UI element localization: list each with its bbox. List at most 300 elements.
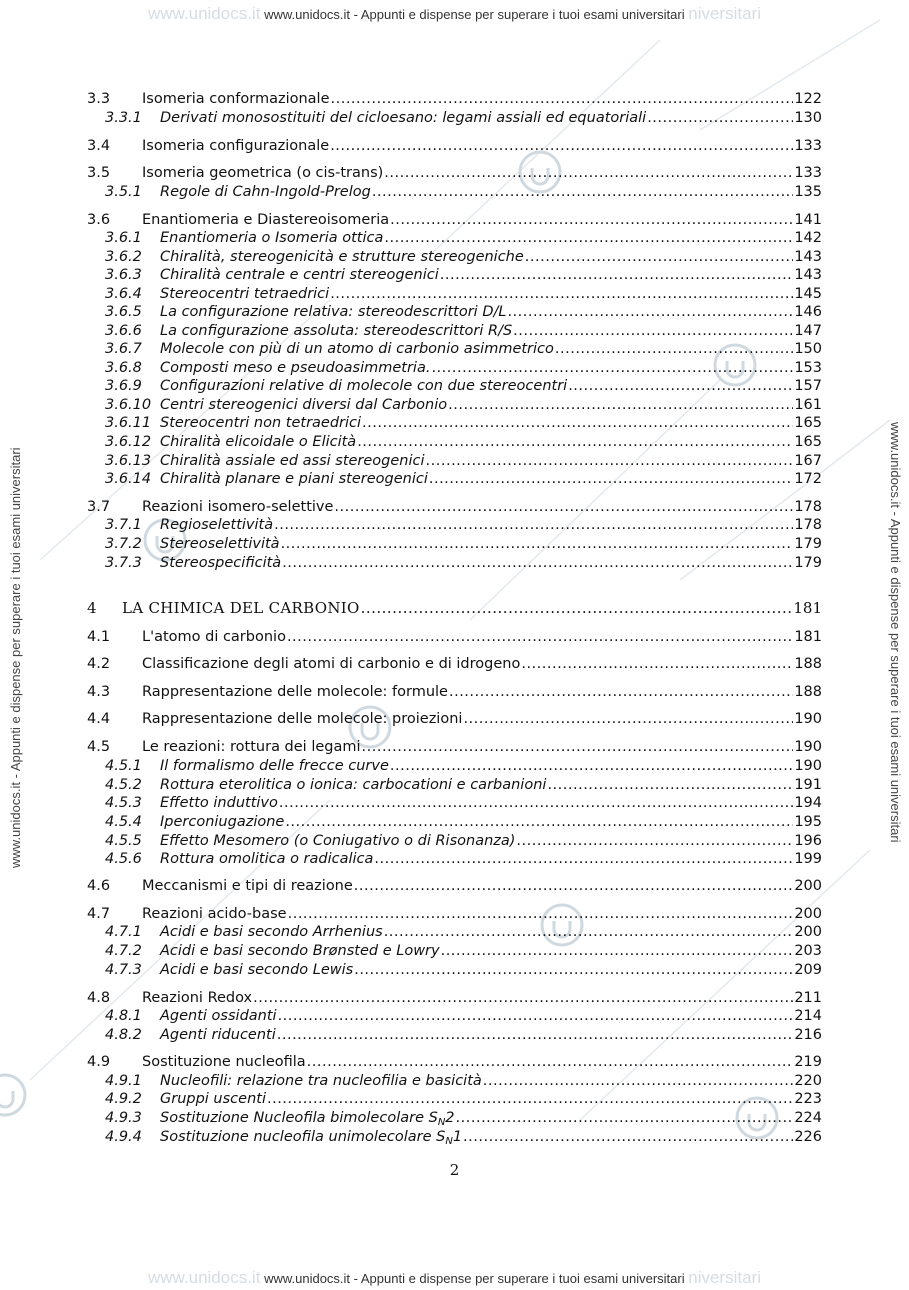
toc-entry-leader-dots <box>456 1109 794 1128</box>
toc-entry-page: 214 <box>794 1008 822 1024</box>
toc-entry <box>87 396 822 415</box>
toc-entry-page: 153 <box>794 360 822 376</box>
toc-entry-title-text: Chiralità elicoidale o Elicità <box>160 434 357 450</box>
toc-entry-title-text: Effetto Mesomero (o Coniugativo o di Risonanza) <box>160 833 516 849</box>
toc-entry-number: 3.7.3 <box>105 555 142 571</box>
toc-entry-title-text: Acidi e basi secondo Brønsted e Lowry <box>160 943 440 959</box>
toc-entry-number: 3.5.1 <box>105 184 142 200</box>
toc-entry-page: 167 <box>794 453 822 469</box>
toc-entry-title-text: Classificazione degli atomi di carbonio e di idrogeno <box>142 656 521 672</box>
toc-entry-leader-dots <box>267 1090 793 1109</box>
toc-entry-title-text: Chiralità assiale ed assi stereogenici <box>160 453 425 469</box>
toc-entry-leader-dots <box>361 599 793 618</box>
toc-entry-number: 4.7.1 <box>105 924 142 940</box>
toc-entry-title <box>160 832 515 851</box>
toc-entry-leader-dots <box>362 414 793 433</box>
toc-entry-leader-dots <box>307 1053 794 1072</box>
toc-entry-page: 145 <box>794 286 822 302</box>
toc-entry-title <box>142 989 252 1008</box>
toc-entry <box>87 710 822 729</box>
toc-entry-leader-dots <box>331 90 794 109</box>
toc-entry-title <box>142 710 462 729</box>
toc-entry-number: 4.8.1 <box>105 1008 142 1024</box>
toc-entry-title <box>160 266 439 285</box>
toc-entry-leader-dots <box>390 757 793 776</box>
toc-entry-title <box>160 942 440 961</box>
toc-entry-number: 3.3.1 <box>105 110 142 126</box>
toc-entry-title <box>142 90 330 109</box>
toc-entry-leader-dots <box>362 738 794 757</box>
toc-entry <box>87 989 822 1008</box>
toc-entry-title <box>160 109 646 128</box>
toc-entry-page: 150 <box>794 341 822 357</box>
toc-entry-leader-dots <box>281 535 794 554</box>
toc-entry-title-text: Sostituzione nucleofila <box>142 1054 306 1070</box>
toc-entry-leader-dots <box>516 832 793 851</box>
toc-entry-leader-dots <box>274 516 793 535</box>
toc-entry-page: 133 <box>794 138 822 154</box>
toc-entry <box>87 832 822 851</box>
toc-entry-number: 3.6.5 <box>105 304 142 320</box>
toc-entry <box>87 1090 822 1109</box>
toc-entry <box>87 377 822 396</box>
toc-entry <box>87 248 822 267</box>
toc-entry-title <box>160 248 524 267</box>
toc-entry-leader-dots <box>354 961 793 980</box>
toc-entry-title <box>160 535 280 554</box>
toc-entry <box>87 359 822 378</box>
toc-entry-title <box>160 850 373 869</box>
toc-entry-leader-dots <box>555 340 793 359</box>
toc-entry-title-text: La configurazione relativa: stereodescrittori D/L <box>160 304 507 320</box>
toc-entry-title-text: Acidi e basi secondo Lewis <box>160 962 354 978</box>
toc-entry-page: 161 <box>794 397 822 413</box>
toc-entry-number: 3.6 <box>87 212 111 228</box>
toc-entry-title <box>160 813 284 832</box>
toc-entry-title-text: Gruppi uscenti <box>160 1091 266 1107</box>
toc-entry-number: 4.7.2 <box>105 943 142 959</box>
toc-entry-title <box>142 655 520 674</box>
toc-entry-page: 141 <box>794 212 822 228</box>
toc-entry-leader-dots <box>282 554 793 573</box>
toc-entry-title-text: Nucleofili: relazione tra nucleofilia e basicità <box>160 1073 482 1089</box>
toc-entry-page: 199 <box>794 851 822 867</box>
toc-entry <box>87 1109 822 1128</box>
toc-entry-number: 3.6.6 <box>105 323 142 339</box>
toc-entry-title-text: La configurazione assoluta: stereodescrittori R/S <box>160 323 513 339</box>
toc-entry-leader-dots <box>334 498 793 517</box>
toc-entry-page: 157 <box>794 378 822 394</box>
toc-entry-title-subscript: N <box>445 1136 453 1147</box>
toc-entry-page: 211 <box>794 990 822 1006</box>
toc-entry-page: 146 <box>794 304 822 320</box>
toc-entry-number: 4.9 <box>87 1054 111 1070</box>
toc-entry-title-text: Iperconiugazione <box>160 814 285 830</box>
toc-entry-leader-dots <box>426 452 794 471</box>
toc-entry-title-text: Enantiomeria o Isomeria ottica <box>160 230 384 246</box>
toc-entry-number: 3.4 <box>87 138 111 154</box>
toc-entry <box>87 961 822 980</box>
toc-entry-page: 188 <box>794 684 822 700</box>
toc-entry-title-text: Il formalismo delle frecce curve <box>160 758 389 774</box>
toc-entry-page: 191 <box>794 777 822 793</box>
toc-entry <box>87 266 822 285</box>
toc-entry-number: 3.7.1 <box>105 517 142 533</box>
toc-entry-title-text: Le reazioni: rottura dei legami <box>142 739 361 755</box>
toc-entry-title-text: Regole di Cahn-Ingold-Prelog <box>160 184 371 200</box>
toc-entry <box>87 303 822 322</box>
unidocs-logo-icon <box>0 1075 25 1115</box>
toc-entry-title <box>122 599 360 618</box>
toc-entry-title-text: Isomeria conformazionale <box>142 91 330 107</box>
toc-entry-leader-dots <box>513 322 793 341</box>
toc-entry-title-suffix: 2 <box>445 1110 455 1126</box>
toc-entry <box>87 516 822 535</box>
toc-entry <box>87 137 822 156</box>
toc-entry <box>87 1072 822 1091</box>
toc-entry-page: 209 <box>794 962 822 978</box>
toc-entry-title <box>142 683 448 702</box>
toc-entry-title <box>160 340 554 359</box>
toc-entry <box>87 1053 822 1072</box>
toc-entry-leader-dots <box>463 1128 793 1147</box>
toc-entry <box>87 535 822 554</box>
toc-entry-number: 4.8.2 <box>105 1027 142 1043</box>
toc-entry-leader-dots <box>285 813 793 832</box>
toc-entry-number: 3.6.4 <box>105 286 142 302</box>
toc-entry-title-text: Agenti ossidanti <box>160 1008 277 1024</box>
toc-entry-title-text: Stereospecificità <box>160 555 282 571</box>
toc-entry-title <box>160 757 389 776</box>
toc-entry-page: 143 <box>794 267 822 283</box>
toc-entry-title-text: Reazioni Redox <box>142 990 253 1006</box>
toc-entry-page: 194 <box>794 795 822 811</box>
toc-entry-title <box>142 628 286 647</box>
toc-entry-page: 172 <box>794 471 822 487</box>
toc-entry-title-text: Acidi e basi secondo Arrhenius <box>160 924 383 940</box>
toc-entry <box>87 923 822 942</box>
toc-entry-title <box>160 1026 276 1045</box>
toc-entry-page: 220 <box>794 1073 822 1089</box>
toc-entry-title-text: Agenti riducenti <box>160 1027 276 1043</box>
toc-entry <box>87 905 822 924</box>
toc-entry-leader-dots <box>278 1007 794 1026</box>
toc-entry-title-text: Stereocentri tetraedrici <box>160 286 330 302</box>
toc-entry-title <box>142 164 383 183</box>
toc-entry-title <box>142 137 329 156</box>
toc-entry-leader-dots <box>384 229 793 248</box>
toc-entry-page: 190 <box>794 758 822 774</box>
toc-entry-leader-dots <box>288 905 794 924</box>
toc-entry-title <box>160 396 447 415</box>
toc-entry <box>87 683 822 702</box>
toc-entry-title <box>160 183 371 202</box>
toc-entry <box>87 414 822 433</box>
toc-entry-title <box>160 776 546 795</box>
toc-entry <box>87 776 822 795</box>
toc-entry-number: 4.9.1 <box>105 1073 142 1089</box>
toc-entry-title-text: Chiralità centrale e centri stereogenici <box>160 267 439 283</box>
toc-entry <box>87 498 822 517</box>
toc-entry <box>87 164 822 183</box>
toc-entry-number: 4.5 <box>87 739 111 755</box>
toc-entry-title <box>160 359 430 378</box>
toc-entry-page: 179 <box>794 555 822 571</box>
toc-entry-title-text: Configurazioni relative di molecole con due stereocentri <box>160 378 568 394</box>
toc-entry-title <box>142 211 389 230</box>
top-banner-text: www.unidocs.it - Appunti e dispense per superare i tuoi esami universitari <box>264 7 685 22</box>
toc-entry-page: 224 <box>794 1110 822 1126</box>
toc-entry-number: 3.5 <box>87 165 111 181</box>
toc-entry-leader-dots <box>547 776 793 795</box>
toc-entry-page: 181 <box>793 599 822 617</box>
toc-entry-title-text: Effetto induttivo <box>160 795 278 811</box>
top-banner-ghost-right: niversitari <box>688 4 761 23</box>
toc-entry-leader-dots <box>568 377 793 396</box>
toc-entry-title <box>160 303 506 322</box>
toc-entry-number: 4.9.3 <box>105 1110 142 1126</box>
toc-entry-leader-dots <box>384 923 794 942</box>
toc-entry-leader-dots <box>279 794 793 813</box>
page-number: 2 <box>449 1161 460 1179</box>
toc-entry-title <box>160 1128 462 1151</box>
toc-entry-number: 4.9.4 <box>105 1129 142 1145</box>
toc-entry <box>87 322 822 341</box>
toc-entry-number: 4.6 <box>87 878 111 894</box>
toc-entry <box>87 1007 822 1026</box>
toc-entry-page: 165 <box>794 434 822 450</box>
toc-entry <box>87 229 822 248</box>
toc-entry-leader-dots <box>441 942 794 961</box>
toc-entry-page: 188 <box>794 656 822 672</box>
toc-entry-leader-dots <box>287 628 793 647</box>
toc-entry <box>87 554 822 573</box>
toc-entry-title <box>160 414 361 433</box>
toc-entry-number: 3.6.7 <box>105 341 142 357</box>
toc-entry-title <box>142 877 353 896</box>
top-banner-ghost-left: www.unidocs.it <box>148 4 261 23</box>
toc-entry-number: 4.5.6 <box>105 851 142 867</box>
toc-entry-number: 4.4 <box>87 711 111 727</box>
toc-entry-title <box>160 433 356 452</box>
toc-entry-title-suffix: 1 <box>452 1129 463 1145</box>
toc-entry-leader-dots <box>429 470 793 489</box>
toc-entry-page: 200 <box>794 878 822 894</box>
toc-entry-title <box>160 229 383 248</box>
toc-entry <box>87 452 822 471</box>
toc-entry <box>87 655 822 674</box>
toc-entry <box>87 183 822 202</box>
toc-entry-number: 4.7.3 <box>105 962 142 978</box>
toc-entry-page: 226 <box>794 1129 822 1145</box>
toc-entry-page: 223 <box>794 1091 822 1107</box>
bottom-banner-ghost-right: niversitari <box>688 1268 761 1287</box>
toc-entry-title <box>160 794 278 813</box>
toc-entry <box>87 433 822 452</box>
toc-entry-number: 3.6.3 <box>105 267 142 283</box>
toc-entry-leader-dots <box>330 285 793 304</box>
toc-entry-leader-dots <box>521 655 793 674</box>
toc-entry-leader-dots <box>354 877 794 896</box>
toc-entry <box>87 470 822 489</box>
toc-entry-leader-dots <box>449 683 793 702</box>
toc-entry-page: 178 <box>794 517 822 533</box>
toc-entry-page: 147 <box>794 323 822 339</box>
toc-entry-title-text: Rappresentazione delle molecole: proiezioni <box>142 711 463 727</box>
toc-entry-title-text: Meccanismi e tipi di reazione <box>142 878 353 894</box>
toc-entry-title <box>160 452 425 471</box>
toc-entry-page: 190 <box>794 711 822 727</box>
toc-entry-leader-dots <box>507 303 793 322</box>
toc-entry-leader-dots <box>253 989 793 1008</box>
toc-entry-leader-dots <box>525 248 794 267</box>
bottom-banner-ghost-left: www.unidocs.it <box>148 1268 261 1287</box>
toc-entry-title-text: Stereoselettività <box>160 536 280 552</box>
toc-entry <box>87 340 822 359</box>
toc-entry-title <box>142 738 361 757</box>
toc-entry-leader-dots <box>463 710 793 729</box>
toc-entry-number: 4.5.4 <box>105 814 142 830</box>
toc-entry <box>87 599 822 618</box>
toc-entry-page: 142 <box>794 230 822 246</box>
toc-entry-page: 179 <box>794 536 822 552</box>
toc-entry <box>87 877 822 896</box>
toc-entry-page: 200 <box>794 924 822 940</box>
toc-entry-number: 3.3 <box>87 91 111 107</box>
toc-entry-title-text: Isomeria configurazionale <box>142 138 330 154</box>
toc-entry-title <box>160 1090 266 1109</box>
toc-entry-page: 133 <box>794 165 822 181</box>
left-side-banner-text: www.unidocs.it - Appunti e dispense per superare i tuoi esami universitari <box>8 447 23 868</box>
toc-entry-number: 4 <box>87 599 97 617</box>
toc-entry-title-text: Derivati monosostituiti del cicloesano: legami assiali ed equatoriali <box>160 110 647 126</box>
toc-entry-title <box>160 322 512 341</box>
toc-entry-number: 3.6.1 <box>105 230 142 246</box>
toc-entry-title-text: L'atomo di carbonio <box>142 629 286 645</box>
toc-entry-title-subscript: N <box>437 1117 446 1128</box>
toc-entry-number: 4.8 <box>87 990 111 1006</box>
toc-entry-title <box>160 285 329 304</box>
toc-entry-page: 122 <box>794 91 822 107</box>
toc-entry-number: 3.6.14 <box>105 471 152 487</box>
toc-entry-page: 203 <box>794 943 822 959</box>
toc-entry-title <box>160 470 428 489</box>
toc-entry-page: 143 <box>794 249 822 265</box>
toc-entry-number: 4.7 <box>87 906 111 922</box>
toc-entry-leader-dots <box>277 1026 794 1045</box>
toc-entry-leader-dots <box>384 164 793 183</box>
toc-entry-title-text: Isomeria geometrica (o cis-trans) <box>142 165 384 181</box>
toc-entry-number: 3.6.10 <box>105 397 152 413</box>
toc-entry-title-text: Chiralità, stereogenicità e strutture stereogeniche <box>160 249 524 265</box>
toc-entry-leader-dots <box>431 359 793 378</box>
toc-entry <box>87 813 822 832</box>
toc-entry-number: 3.6.2 <box>105 249 142 265</box>
bottom-banner <box>0 1268 909 1288</box>
toc-entry-title <box>142 498 333 517</box>
toc-entry-title <box>160 1072 482 1091</box>
toc-entry-title-text: Regioselettività <box>160 517 274 533</box>
toc-entry-number: 4.9.2 <box>105 1091 142 1107</box>
toc-entry-number: 3.6.11 <box>105 415 152 431</box>
toc-entry-title-text: Rottura eterolitica o ionica: carbocationi e carbanioni <box>160 777 547 793</box>
toc-entry-leader-dots <box>374 850 793 869</box>
toc-entry-number: 4.1 <box>87 629 111 645</box>
toc-entry-page: 200 <box>794 906 822 922</box>
toc-entry-page: 181 <box>794 629 822 645</box>
toc-entry-title <box>160 1007 277 1026</box>
toc-entry-leader-dots <box>390 211 793 230</box>
toc-entry-title-text: Sostituzione nucleofila unimolecolare S <box>160 1129 446 1145</box>
toc-entry-page: 195 <box>794 814 822 830</box>
toc-entry-title-text: Stereocentri non tetraedrici <box>160 415 362 431</box>
toc-entry-number: 3.7.2 <box>105 536 142 552</box>
toc-entry <box>87 285 822 304</box>
toc-entry-title-text: Enantiomeria e Diastereoisomeria <box>142 212 390 228</box>
toc-entry-number: 4.5.5 <box>105 833 142 849</box>
toc-entry-leader-dots <box>440 266 794 285</box>
toc-entry-number: 3.6.9 <box>105 378 142 394</box>
toc-entry-title <box>142 905 287 924</box>
toc-entry-title-text: LA CHIMICA DEL CARBONIO <box>122 599 360 617</box>
toc-entry-title-text: Reazioni isomero-selettive <box>142 499 334 515</box>
toc-entry-page: 196 <box>794 833 822 849</box>
toc-entry-page: 135 <box>794 184 822 200</box>
toc-entry <box>87 1026 822 1045</box>
toc-entry-title-text: Chiralità planare e piani stereogenici <box>160 471 428 487</box>
toc-entry-leader-dots <box>372 183 793 202</box>
toc-entry-number: 3.7 <box>87 499 111 515</box>
toc-entry <box>87 109 822 128</box>
toc-entry-page: 130 <box>794 110 822 126</box>
toc-entry <box>87 90 822 109</box>
toc-entry-number: 4.2 <box>87 656 111 672</box>
toc-entry-title-text: Centri stereogenici diversi dal Carbonio <box>160 397 448 413</box>
toc-entry-title <box>160 377 567 396</box>
toc-entry-title-text: Reazioni acido-base <box>142 906 287 922</box>
toc-entry-title-text: Molecole con più di un atomo di carbonio asimmetrico <box>160 341 554 357</box>
toc-entry <box>87 628 822 647</box>
toc-entry-title <box>160 923 383 942</box>
toc-entry-number: 3.6.8 <box>105 360 142 376</box>
toc-entry-title <box>160 961 353 980</box>
toc-entry <box>87 757 822 776</box>
toc-entry-page: 216 <box>794 1027 822 1043</box>
toc-entry <box>87 942 822 961</box>
toc-entry-title-text: Composti meso e pseudoasimmetria. <box>160 360 431 376</box>
toc-entry-number: 4.5.3 <box>105 795 142 811</box>
toc-entry-leader-dots <box>647 109 793 128</box>
toc-entry-title <box>142 1053 306 1072</box>
toc-entry-title-text: Rappresentazione delle molecole: formule <box>142 684 448 700</box>
toc-entry-title <box>160 554 281 573</box>
toc-entry-number: 4.5.1 <box>105 758 142 774</box>
toc-entry-page: 165 <box>794 415 822 431</box>
toc-entry-number: 3.6.13 <box>105 453 152 469</box>
toc-entry <box>87 794 822 813</box>
toc-entry-leader-dots <box>483 1072 794 1091</box>
toc-entry-title <box>160 516 273 535</box>
toc-entry-leader-dots <box>357 433 793 452</box>
toc-entry-leader-dots <box>330 137 793 156</box>
toc-entry-title-text: Sostituzione Nucleofila bimolecolare S <box>160 1110 438 1126</box>
top-banner <box>0 4 909 24</box>
toc-entry <box>87 1128 822 1147</box>
toc-entry <box>87 211 822 230</box>
toc-entry-title-text: Rottura omolitica o radicalica <box>160 851 374 867</box>
toc-entry <box>87 850 822 869</box>
toc-entry-page: 190 <box>794 739 822 755</box>
